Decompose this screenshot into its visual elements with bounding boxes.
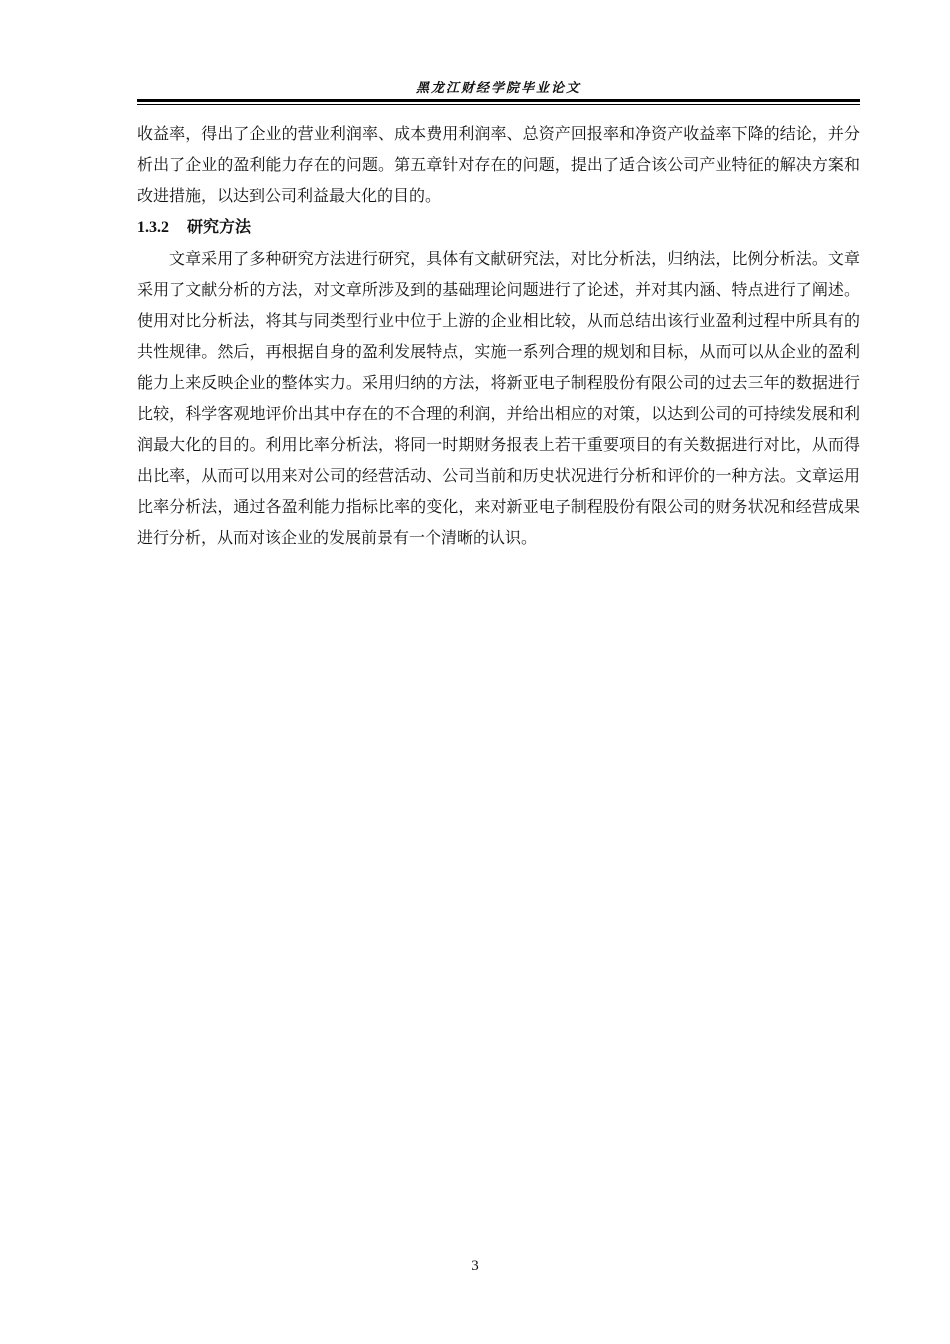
header-rule-thick [137, 99, 860, 102]
document-body [137, 118, 860, 553]
section-number: 1.3.2 [137, 219, 169, 236]
header-rule-thin [137, 104, 860, 105]
paragraph-research-methods: 文章采用了多种研究方法进行研究，具体有文献研究法，对比分析法，归纳法，比例分析法。文章采用了文献分析的方法，对文章所涉及到的基础理论问题进行了论述，并对其内涵、特点进行了阐述。使用对比分析法，将其与同类型行业中位于上游的企业相比较，从而总结出该行业盈利过程中所具有的共性规律。然后，再根据自身的盈利发展特点，实施一系列合理的规划和目标，从而可以从企业的盈利能力上来反映企业的整体实力。采用归纳的方法，将新亚电子制程股份有限公司的过去三年的数据进行比较，科学客观地评价出其中存在的不合理的利润，并给出相应的对策，以达到公司的可持续发展和利润最大化的目的。利用比率分析法，将同一时期财务报表上若干重要项目的有关数据进行对比，从而得出比率，从而可以用来对公司的经营活动、公司当前和历史状况进行分析和评价的一种方法。文章运用比率分析法，通过各盈利能力指标比率的变化，来对新亚电子制程股份有限公司的财务状况和经营成果进行分析，从而对该企业的发展前景有一个清晰的认识。 [137, 249, 860, 547]
page-number: 3 [471, 1258, 479, 1274]
paragraph-continued: 收益率，得出了企业的营业利润率、成本费用利润率、总资产回报率和净资产收益率下降的结论，并分析出了企业的盈利能力存在的问题。第五章针对存在的问题，提出了适合该公司产业特征的解决方案和改进措施，以达到公司利益最大化的目的。 [137, 124, 860, 205]
section-title: 研究方法 [187, 217, 252, 236]
page-header-title: 黑龙江财经学院毕业论文 [415, 81, 581, 96]
section-heading [137, 211, 860, 243]
